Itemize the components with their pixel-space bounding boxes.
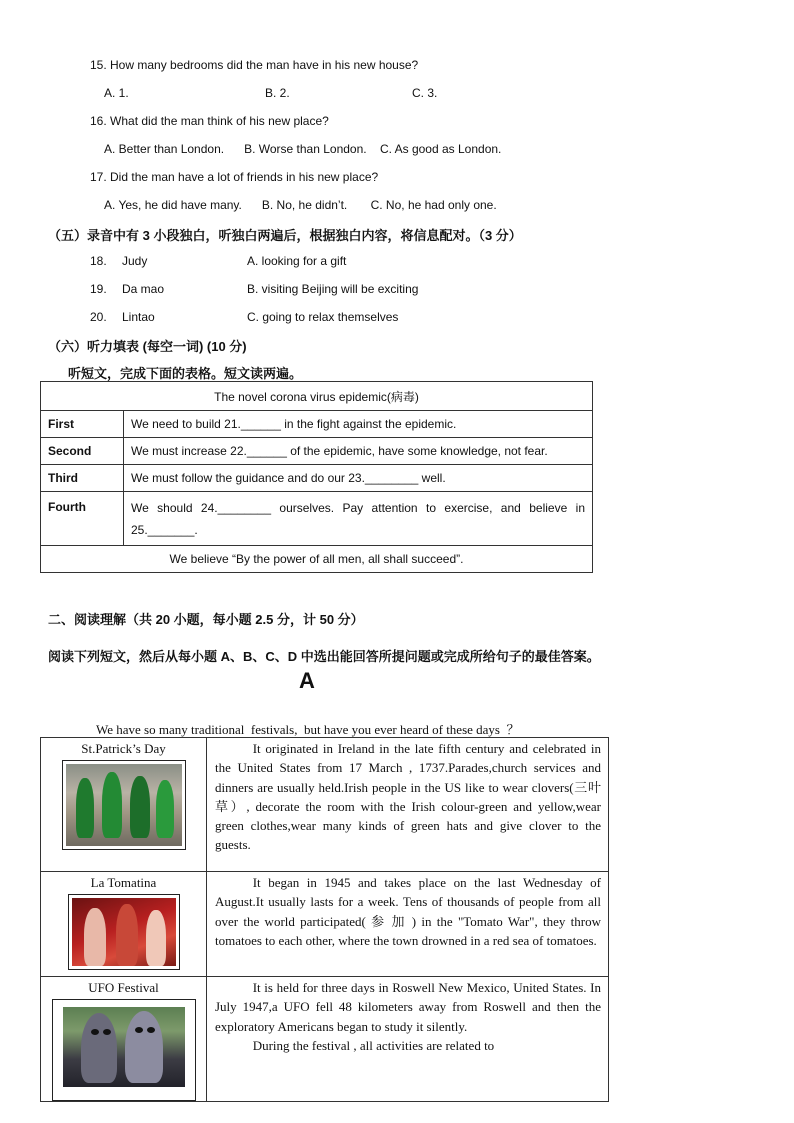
row-text: We need to build 21.______ in the fight against the epidemic. [124,411,593,438]
festival-name: UFO Festival [88,980,159,995]
row-label: Fourth [41,492,124,546]
row-text: We must follow the guidance and do our 23.________ well. [124,465,593,492]
festival-photo-la-tomatina [68,894,180,970]
table-footer: We believe “By the power of all men, all shall succeed”. [41,546,593,573]
festival-paragraph: It originated in Ireland in the late fifth century and celebrated in the United States from 17 March , 1737.Parades,church services and dinners are usually held.Irish people in the US like to wear clovers(三叶草）, decorate the room with the Irish colour-green and yellow,wear green clothes,wear many kinds of green hats and give clover to the guests. [215,741,601,853]
section-6-instruction: 听短文，完成下面的表格。短文读两遍。 [68,366,303,381]
table-row [41,492,593,546]
match-19-num: 19. [90,282,107,296]
festival-photo-ufo [52,999,196,1101]
festival-table [40,737,609,1102]
festival-paragraph: It is held for three days in Roswell New Mexico, United States. In July 1947,a UFO fell 48 kilometers away from Roswell and then the exploratory Americans began to study it silently. [215,980,601,1034]
question-17: 17. Did the man have a lot of friends in his new place? [90,170,379,184]
section-6-heading: （六）听力填表 (每空一词) (10 分) [48,339,247,354]
reading-instruction: 阅读下列短文，然后从每小题 A、B、C、D 中选出能回答所提问题或完成所给句子的最佳答案。 [48,649,600,664]
table-row [41,872,609,977]
row-label: Second [41,438,124,465]
row-label: First [41,411,124,438]
match-20-num: 20. [90,310,107,324]
match-18-name: Judy [122,254,148,268]
row-text: We should 24.________ ourselves. Pay attention to exercise, and believe in 25._______. [124,492,593,546]
question-16: 16. What did the man think of his new place? [90,114,329,128]
passage-letter: A [299,668,315,693]
festival-name: St.Patrick’s Day [81,741,166,756]
festival-paragraph: During the festival , all activities are related to [252,1037,495,1053]
table-row [41,438,593,465]
row-text: We must increase 22.______ of the epidemic, have some knowledge, not fear. [124,438,593,465]
passage-intro: We have so many traditional festivals, but have you ever heard of these days ？ [96,722,520,737]
section-5-heading: （五）录音中有 3 小段独白，听独白两遍后，根据独白内容，将信息配对。（3 分） [48,228,522,243]
match-option-c: C. going to relax themselves [247,310,399,324]
festival-paragraph: It began in 1945 and takes place on the last Wednesday of August.It usually lasts for a week. Tens of thousands of people from all over the world participated( 参 加 ) in the "Tomato War", they throw tomatoes to each other, where the town drowned in a red sea of tomatoes. [215,875,601,948]
reading-heading: 二、阅读理解（共 20 小题，每小题 2.5 分，计 50 分） [48,612,364,627]
table-title: The novel corona virus epidemic(病毒) [41,382,593,411]
match-19-name: Da mao [122,282,165,296]
festival-photo-st-patricks [62,760,186,850]
festival-name: La Tomatina [90,875,157,890]
match-option-a: A. looking for a gift [247,254,347,268]
match-option-b: B. visiting Beijing will be exciting [247,282,419,296]
table-row [41,465,593,492]
table-row [41,977,609,1102]
q16-options: A. Better than London. B. Worse than London. C. As good as London. [104,142,502,156]
q15-option-a: A. 1. [104,86,129,100]
listening-table [40,381,593,573]
q17-options: A. Yes, he did have many. B. No, he didn’t. C. No, he had only one. [104,198,497,212]
q15-option-c: C. 3. [412,86,438,100]
question-15: 15. How many bedrooms did the man have in his new house? [90,58,419,72]
row-label: Third [41,465,124,492]
q15-option-b: B. 2. [265,86,290,100]
match-18-num: 18. [90,254,107,268]
table-row [41,738,609,872]
table-row [41,411,593,438]
match-20-name: Lintao [122,310,155,324]
